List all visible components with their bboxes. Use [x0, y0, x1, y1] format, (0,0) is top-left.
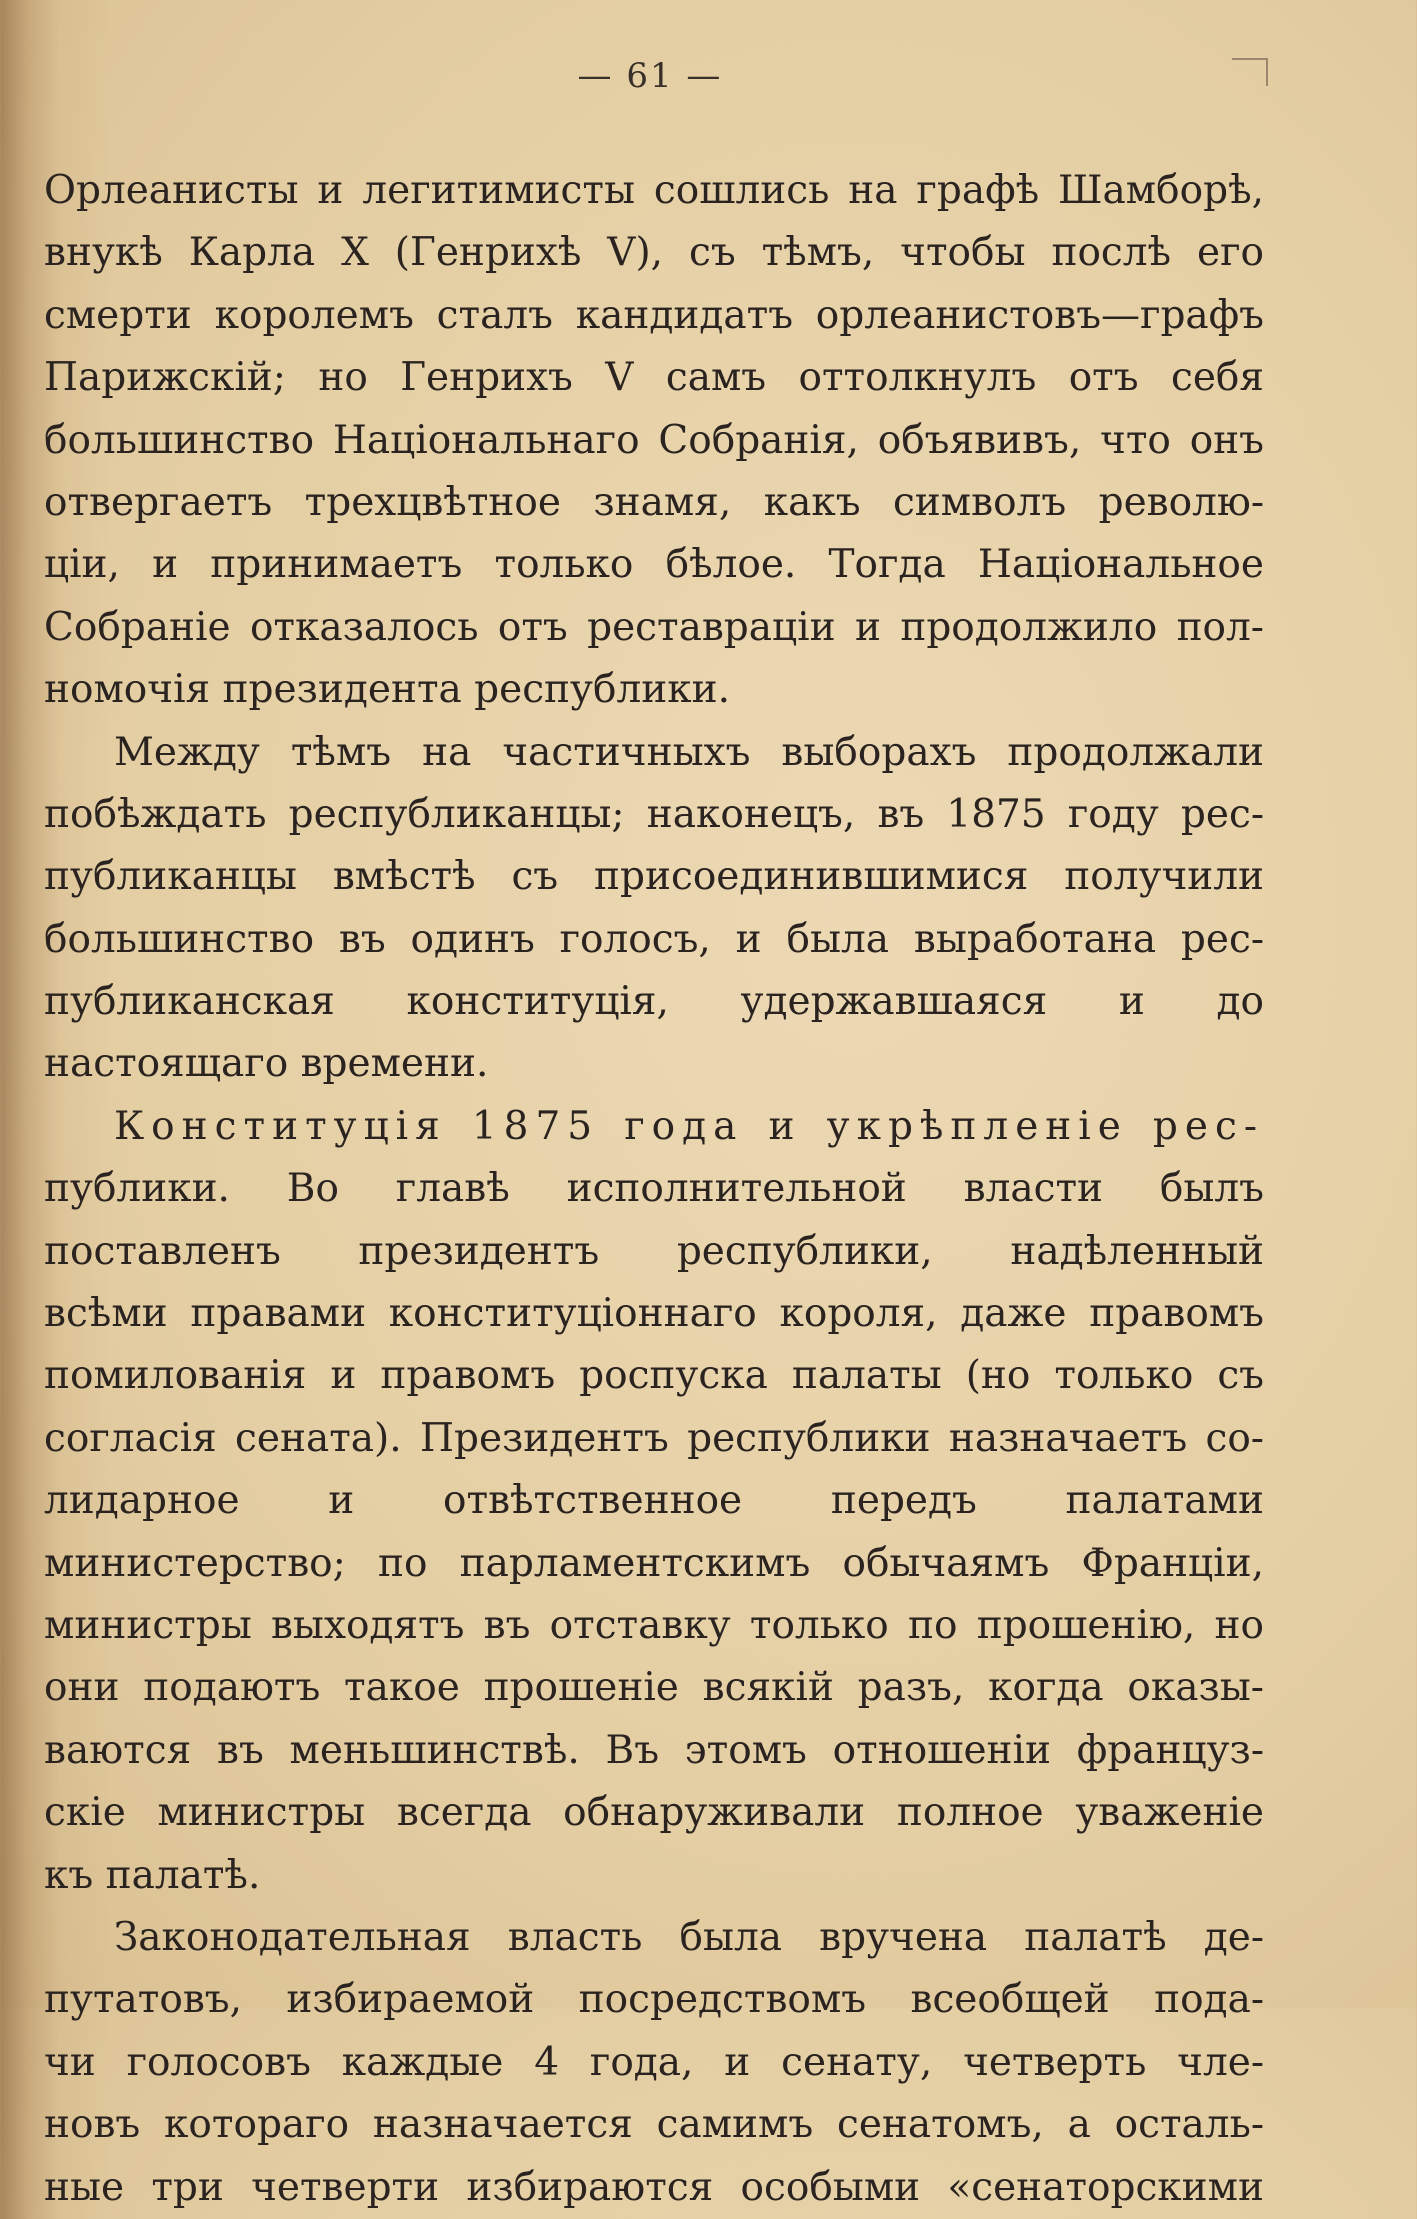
text-line: чи голосовъ каждые 4 года, и сенату, четверть чле- [44, 2039, 1264, 2085]
text-line: министры выходятъ въ отставку только по прошенію, но [44, 1602, 1264, 1648]
text-line: ціи, и принимаетъ только бѣлое. Тогда Національное [44, 542, 1264, 588]
text-line: номочія президента республики. [44, 667, 731, 713]
text-line: лидарное и отвѣтственное передъ палатами [44, 1478, 1264, 1524]
text-line: Орлеанисты и легитимисты сошлись на графѣ Шамборѣ, [44, 168, 1264, 213]
text-line: скіе министры всегда обнаруживали полное уваженіе [44, 1790, 1264, 1836]
text-line: ваются въ меньшинствѣ. Въ этомъ отношеніи француз- [44, 1727, 1264, 1773]
text-line: смерти королемъ сталъ кандидатъ орлеанистовъ—графъ [44, 292, 1264, 338]
text-line: побѣждать республиканцы; наконецъ, въ 1875 году рес- [44, 791, 1264, 837]
corner-mark [1232, 58, 1268, 86]
page-number: — 61 — [577, 56, 723, 96]
text-line: большинство Національнаго Собранія, объявивъ, что онъ [44, 417, 1264, 463]
text-line: публиканцы вмѣстѣ съ присоединившимися получили [44, 854, 1264, 900]
text-line: настоящаго времени. [44, 1041, 489, 1087]
text-line: публиканская конституція, удержавшаяся и до [44, 979, 1264, 1025]
text-line: Парижскій; но Генрихъ V самъ оттолкнулъ отъ себя [44, 355, 1264, 401]
text-line: Собраніе отказалось отъ реставраціи и продолжило пол- [44, 604, 1264, 650]
text-line: къ палатѣ. [44, 1852, 261, 1898]
text-line: Между тѣмъ на частичныхъ выборахъ продолжали [114, 729, 1264, 775]
text-line: помилованія и правомъ роспуска палаты (но только съ [44, 1353, 1264, 1399]
text-line: согласія сената). Президентъ республики назначаетъ со- [44, 1415, 1264, 1461]
text-line: внукѣ Карла Х (Генрихѣ V), съ тѣмъ, чтобы послѣ его [44, 230, 1264, 276]
text-line: путатовъ, избираемой посредствомъ всеобщей пода- [44, 1977, 1264, 2023]
text-line: новъ котораго назначается самимъ сенатомъ, а осталь- [44, 2102, 1264, 2148]
text-line: публики. Во главѣ исполнительной власти былъ [44, 1166, 1264, 1212]
text-line: министерство; по парламентскимъ обычаямъ Франціи, [44, 1540, 1264, 1586]
text-line: поставленъ президентъ республики, надѣленный [44, 1228, 1264, 1274]
text-line: большинство въ одинъ голосъ, и была выработана рес- [44, 916, 1264, 962]
body-text [44, 160, 1264, 2219]
section-heading-line: Конституція 1875 года и укрѣпленіе рес- [114, 1103, 1264, 1149]
text-line: всѣми правами конституціоннаго короля, даже правомъ [44, 1291, 1264, 1337]
text-line: отвергаетъ трехцвѣтное знамя, какъ символъ револю- [44, 479, 1264, 525]
text-line: ные три четверти избираются особыми «сенаторскими [44, 2164, 1264, 2210]
text-line: Законодательная власть была вручена палатѣ де- [114, 1914, 1264, 1960]
text-line: они подаютъ такое прошеніе всякій разъ, когда оказы- [44, 1665, 1264, 1711]
